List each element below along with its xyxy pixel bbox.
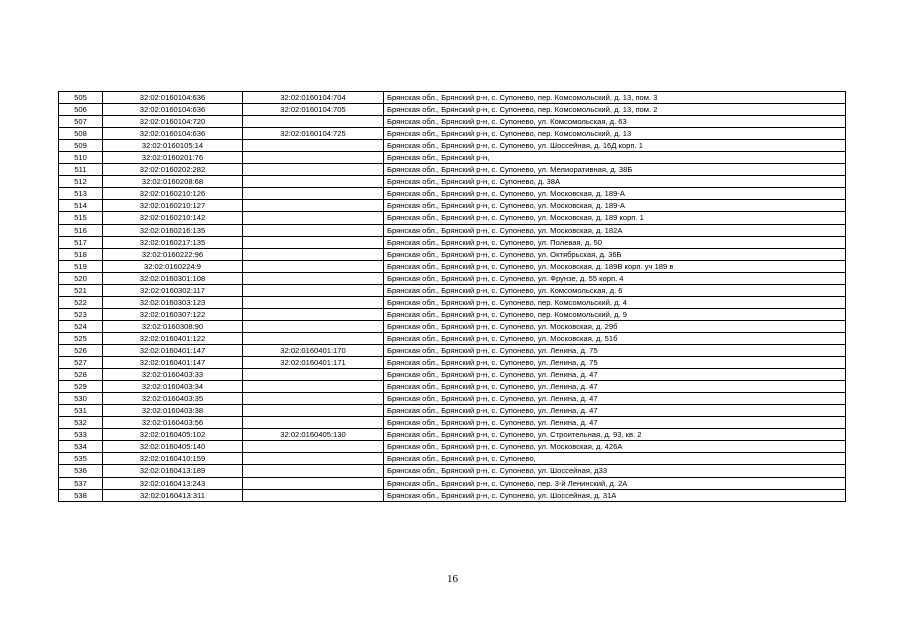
- address-cell: Брянская обл., Брянский р-н, с. Супонево, д. 38А: [384, 176, 846, 188]
- table-row: [59, 164, 846, 176]
- related-cadastral-number-cell: [243, 224, 384, 236]
- cadastral-number-cell: 32:02:0160210:142: [103, 212, 243, 224]
- table-row: [59, 104, 846, 116]
- cadastral-number-cell: 32:02:0160303:123: [103, 296, 243, 308]
- address-cell: Брянская обл., Брянский р-н, с. Супонево,: [384, 453, 846, 465]
- address-cell: Брянская обл., Брянский р-н, с. Супонево, пер. Комсомольский, д. 13, пом. 3: [384, 92, 846, 104]
- table-row: [59, 140, 846, 152]
- related-cadastral-number-cell: [243, 188, 384, 200]
- cadastral-number-cell: 32:02:0160217:135: [103, 236, 243, 248]
- table-row: [59, 212, 846, 224]
- row-number-cell: 530: [59, 393, 103, 405]
- related-cadastral-number-cell: [243, 453, 384, 465]
- table-row: [59, 248, 846, 260]
- row-number-cell: 520: [59, 272, 103, 284]
- address-cell: Брянская обл., Брянский р-н, с. Супонево, ул. Московская, д. 182А: [384, 224, 846, 236]
- related-cadastral-number-cell: [243, 332, 384, 344]
- related-cadastral-number-cell: 32:02:0160401:171: [243, 357, 384, 369]
- cadastral-number-cell: 32:02:0160413:243: [103, 477, 243, 489]
- related-cadastral-number-cell: [243, 465, 384, 477]
- cadastral-number-cell: 32:02:0160401:147: [103, 357, 243, 369]
- table-row: [59, 417, 846, 429]
- address-cell: Брянская обл., Брянский р-н, с. Супонево, ул. Шоссейная, д33: [384, 465, 846, 477]
- row-number-cell: 507: [59, 116, 103, 128]
- table-row: [59, 272, 846, 284]
- cadastral-number-cell: 32:02:0160302:117: [103, 284, 243, 296]
- address-cell: Брянская обл., Брянский р-н, с. Супонево, пер. 3-й Ленинский, д. 2А: [384, 477, 846, 489]
- address-cell: Брянская обл., Брянский р-н, с. Супонево, ул. Ленина, д. 47: [384, 381, 846, 393]
- related-cadastral-number-cell: [243, 393, 384, 405]
- row-number-cell: 523: [59, 308, 103, 320]
- related-cadastral-number-cell: [243, 260, 384, 272]
- cadastral-table: [58, 91, 846, 502]
- cadastral-number-cell: 32:02:0160216:135: [103, 224, 243, 236]
- cadastral-number-cell: 32:02:0160401:147: [103, 344, 243, 356]
- cadastral-number-cell: 32:02:0160104:636: [103, 92, 243, 104]
- table-row: [59, 92, 846, 104]
- table-row: [59, 188, 846, 200]
- page-number: 16: [447, 573, 458, 585]
- row-number-cell: 524: [59, 320, 103, 332]
- table-row: [59, 357, 846, 369]
- address-cell: Брянская обл., Брянский р-н, с. Супонево, ул. Московская, д. 189 корп. 1: [384, 212, 846, 224]
- table-row: [59, 465, 846, 477]
- related-cadastral-number-cell: [243, 140, 384, 152]
- cadastral-number-cell: 32:02:0160308:90: [103, 320, 243, 332]
- address-cell: Брянская обл., Брянский р-н, с. Супонево, ул. Комсомольская, д. 6: [384, 284, 846, 296]
- cadastral-number-cell: 32:02:0160224:9: [103, 260, 243, 272]
- cadastral-number-cell: 32:02:0160307:122: [103, 308, 243, 320]
- cadastral-number-cell: 32:02:0160104:636: [103, 128, 243, 140]
- related-cadastral-number-cell: 32:02:0160104:704: [243, 92, 384, 104]
- cadastral-number-cell: 32:02:0160413:189: [103, 465, 243, 477]
- row-number-cell: 521: [59, 284, 103, 296]
- row-number-cell: 517: [59, 236, 103, 248]
- address-cell: Брянская обл., Брянский р-н, с. Супонево, ул. Московская, д. 426А: [384, 441, 846, 453]
- table-body: [59, 92, 846, 502]
- row-number-cell: 529: [59, 381, 103, 393]
- cadastral-number-cell: 32:02:0160222:96: [103, 248, 243, 260]
- related-cadastral-number-cell: 32:02:0160401:170: [243, 344, 384, 356]
- related-cadastral-number-cell: 32:02:0160104:705: [243, 104, 384, 116]
- row-number-cell: 515: [59, 212, 103, 224]
- table-row: [59, 152, 846, 164]
- row-number-cell: 514: [59, 200, 103, 212]
- address-cell: Брянская обл., Брянский р-н, с. Супонево, ул. Ленина, д. 47: [384, 393, 846, 405]
- table-row: [59, 344, 846, 356]
- row-number-cell: 511: [59, 164, 103, 176]
- address-cell: Брянская обл., Брянский р-н, с. Супонево, ул. Ленина, д. 47: [384, 369, 846, 381]
- cadastral-number-cell: 32:02:0160403:35: [103, 393, 243, 405]
- cadastral-number-cell: 32:02:0160413:311: [103, 489, 243, 501]
- cadastral-number-cell: 32:02:0160208:68: [103, 176, 243, 188]
- row-number-cell: 536: [59, 465, 103, 477]
- row-number-cell: 526: [59, 344, 103, 356]
- row-number-cell: 538: [59, 489, 103, 501]
- cadastral-number-cell: 32:02:0160401:122: [103, 332, 243, 344]
- table-row: [59, 224, 846, 236]
- table-row: [59, 441, 846, 453]
- related-cadastral-number-cell: 32:02:0160104:725: [243, 128, 384, 140]
- row-number-cell: 516: [59, 224, 103, 236]
- address-cell: Брянская обл., Брянский р-н, с. Супонево, ул. Ленина, д. 47: [384, 417, 846, 429]
- related-cadastral-number-cell: [243, 212, 384, 224]
- address-cell: Брянская обл., Брянский р-н, с. Супонево, пер. Комсомольский, д. 13, пом. 2: [384, 104, 846, 116]
- row-number-cell: 537: [59, 477, 103, 489]
- table-row: [59, 284, 846, 296]
- row-number-cell: 509: [59, 140, 103, 152]
- table-row: [59, 381, 846, 393]
- row-number-cell: 519: [59, 260, 103, 272]
- related-cadastral-number-cell: [243, 320, 384, 332]
- address-cell: Брянская обл., Брянский р-н, с. Супонево, ул. Ленина, д. 75: [384, 357, 846, 369]
- table-row: [59, 332, 846, 344]
- cadastral-number-cell: 32:02:0160104:720: [103, 116, 243, 128]
- address-cell: Брянская обл., Брянский р-н, с. Супонево, ул. Московская, д. 29б: [384, 320, 846, 332]
- table-row: [59, 393, 846, 405]
- related-cadastral-number-cell: [243, 176, 384, 188]
- cadastral-number-cell: 32:02:0160403:34: [103, 381, 243, 393]
- address-cell: Брянская обл., Брянский р-н, с. Супонево, ул. Московская, д. 189-А: [384, 200, 846, 212]
- row-number-cell: 535: [59, 453, 103, 465]
- related-cadastral-number-cell: [243, 489, 384, 501]
- row-number-cell: 532: [59, 417, 103, 429]
- address-cell: Брянская обл., Брянский р-н, с. Супонево, пер. Комсомольский, д. 4: [384, 296, 846, 308]
- table-row: [59, 128, 846, 140]
- row-number-cell: 527: [59, 357, 103, 369]
- row-number-cell: 505: [59, 92, 103, 104]
- address-cell: Брянская обл., Брянский р-н, с. Супонево, ул. Московская, д. 189В корп. уч 189 в: [384, 260, 846, 272]
- cadastral-number-cell: 32:02:0160210:126: [103, 188, 243, 200]
- cadastral-number-cell: 32:02:0160405:140: [103, 441, 243, 453]
- table-row: [59, 200, 846, 212]
- related-cadastral-number-cell: [243, 296, 384, 308]
- address-cell: Брянская обл., Брянский р-н, с. Супонево, ул. Ленина, д. 47: [384, 405, 846, 417]
- cadastral-number-cell: 32:02:0160202:282: [103, 164, 243, 176]
- cadastral-number-cell: 32:02:0160201:76: [103, 152, 243, 164]
- row-number-cell: 522: [59, 296, 103, 308]
- address-cell: Брянская обл., Брянский р-н, с. Супонево, ул. Шоссейная, д. 31А: [384, 489, 846, 501]
- address-cell: Брянская обл., Брянский р-н, с. Супонево, ул. Ленина, д. 75: [384, 344, 846, 356]
- cadastral-number-cell: 32:02:0160210:127: [103, 200, 243, 212]
- table-row: [59, 260, 846, 272]
- row-number-cell: 512: [59, 176, 103, 188]
- row-number-cell: 531: [59, 405, 103, 417]
- cadastral-number-cell: 32:02:0160301:108: [103, 272, 243, 284]
- table-row: [59, 320, 846, 332]
- table-row: [59, 477, 846, 489]
- row-number-cell: 533: [59, 429, 103, 441]
- cadastral-number-cell: 32:02:0160403:33: [103, 369, 243, 381]
- related-cadastral-number-cell: [243, 152, 384, 164]
- address-cell: Брянская обл., Брянский р-н,: [384, 152, 846, 164]
- related-cadastral-number-cell: [243, 116, 384, 128]
- address-cell: Брянская обл., Брянский р-н, с. Супонево, пер. Комсомольский, д. 13: [384, 128, 846, 140]
- address-cell: Брянская обл., Брянский р-н, с. Супонево, ул. Московская, д. 51б: [384, 332, 846, 344]
- related-cadastral-number-cell: [243, 200, 384, 212]
- address-cell: Брянская обл., Брянский р-н, с. Супонево, ул. Мелиоративная, д. 38Б: [384, 164, 846, 176]
- table-row: [59, 308, 846, 320]
- related-cadastral-number-cell: [243, 164, 384, 176]
- address-cell: Брянская обл., Брянский р-н, с. Супонево, пер. Комсомольский, д. 9: [384, 308, 846, 320]
- address-cell: Брянская обл., Брянский р-н, с. Супонево, ул. Октябрьская, д. 36Б: [384, 248, 846, 260]
- related-cadastral-number-cell: [243, 236, 384, 248]
- cadastral-number-cell: 32:02:0160405:102: [103, 429, 243, 441]
- related-cadastral-number-cell: [243, 381, 384, 393]
- related-cadastral-number-cell: [243, 405, 384, 417]
- table-row: [59, 405, 846, 417]
- row-number-cell: 508: [59, 128, 103, 140]
- related-cadastral-number-cell: [243, 284, 384, 296]
- row-number-cell: 513: [59, 188, 103, 200]
- related-cadastral-number-cell: 32:02:0160405:130: [243, 429, 384, 441]
- related-cadastral-number-cell: [243, 272, 384, 284]
- address-cell: Брянская обл., Брянский р-н, с. Супонево, ул. Шоссейная, д. 16Д корп. 1: [384, 140, 846, 152]
- cadastral-number-cell: 32:02:0160104:636: [103, 104, 243, 116]
- table-row: [59, 429, 846, 441]
- related-cadastral-number-cell: [243, 308, 384, 320]
- table-row: [59, 116, 846, 128]
- row-number-cell: 506: [59, 104, 103, 116]
- table-row: [59, 453, 846, 465]
- cadastral-number-cell: 32:02:0160410:159: [103, 453, 243, 465]
- row-number-cell: 534: [59, 441, 103, 453]
- table-row: [59, 176, 846, 188]
- related-cadastral-number-cell: [243, 417, 384, 429]
- table-row: [59, 236, 846, 248]
- related-cadastral-number-cell: [243, 477, 384, 489]
- related-cadastral-number-cell: [243, 441, 384, 453]
- row-number-cell: 528: [59, 369, 103, 381]
- table-row: [59, 489, 846, 501]
- address-cell: Брянская обл., Брянский р-н, с. Супонево, ул. Московская, д. 189-А: [384, 188, 846, 200]
- address-cell: Брянская обл., Брянский р-н, с. Супонево, ул. Строительная, д. 93, кв. 2: [384, 429, 846, 441]
- row-number-cell: 518: [59, 248, 103, 260]
- row-number-cell: 510: [59, 152, 103, 164]
- address-cell: Брянская обл., Брянский р-н, с. Супонево, ул. Полевая, д. 50: [384, 236, 846, 248]
- table-row: [59, 369, 846, 381]
- address-cell: Брянская обл., Брянский р-н, с. Супонево, ул. Фрунзе, д. 55 корп. 4: [384, 272, 846, 284]
- cadastral-number-cell: 32:02:0160403:56: [103, 417, 243, 429]
- related-cadastral-number-cell: [243, 369, 384, 381]
- address-cell: Брянская обл., Брянский р-н, с. Супонево, ул. Комсомольская, д. 63: [384, 116, 846, 128]
- row-number-cell: 525: [59, 332, 103, 344]
- cadastral-number-cell: 32:02:0160105:14: [103, 140, 243, 152]
- related-cadastral-number-cell: [243, 248, 384, 260]
- table-row: [59, 296, 846, 308]
- cadastral-number-cell: 32:02:0160403:38: [103, 405, 243, 417]
